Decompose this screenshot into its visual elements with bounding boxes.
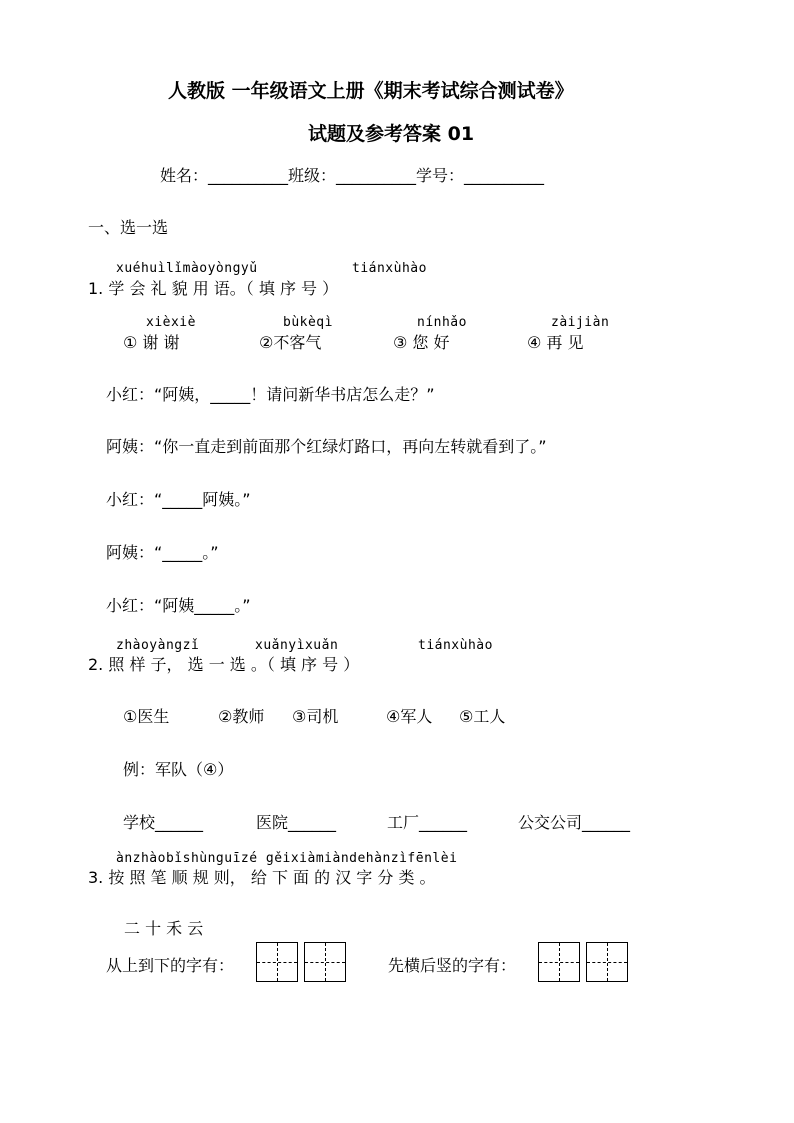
q3-label-horizontal-first: 先横后竖的字有： bbox=[388, 956, 517, 975]
q1-option-pinyin: nínhǎo bbox=[417, 315, 467, 330]
page-subtitle: 试题及参考答案 01 bbox=[308, 123, 475, 145]
q1-option: ④ 再 见 bbox=[527, 333, 584, 352]
q1-option: ②不客气 bbox=[259, 333, 322, 352]
q1-option-pinyin: zàijiàn bbox=[551, 315, 610, 330]
q2-pinyin-c: tiánxùhào bbox=[418, 638, 493, 653]
writing-grid-box[interactable] bbox=[586, 942, 628, 982]
q1-option-pinyin: bùkèqì bbox=[283, 315, 333, 330]
q3-label-top-to-bottom: 从上到下的字有： bbox=[106, 956, 235, 975]
q2-blank: 医院______ bbox=[256, 813, 337, 832]
section-heading: 一、选一选 bbox=[88, 218, 169, 237]
q2-option: ①医生 bbox=[123, 707, 170, 726]
q2-blank: 公交公司______ bbox=[518, 813, 631, 832]
dialog-line: 阿姨：“你一直走到前面那个红绿灯路口，再向左转就看到了。” bbox=[106, 437, 547, 456]
writing-grid-box[interactable] bbox=[256, 942, 298, 982]
q2-blank: 工厂______ bbox=[387, 813, 468, 832]
dialog-line: 小红：“阿姨_____。” bbox=[106, 596, 251, 615]
q2-pinyin-b: xuǎnyìxuǎn bbox=[255, 638, 339, 653]
q1-question: 1. 学 会 礼 貌 用 语。（ 填 序 号 ） bbox=[88, 279, 339, 298]
q2-question: 2. 照 样 子， 选 一 选 。（ 填 序 号 ） bbox=[88, 655, 360, 674]
page-title: 人教版 一年级语文上册《期末考试综合测试卷》 bbox=[168, 80, 574, 102]
q2-option: ⑤工人 bbox=[459, 707, 506, 726]
q2-pinyin-a: zhàoyàngzǐ bbox=[116, 638, 200, 653]
q1-option: ③ 您 好 bbox=[393, 333, 450, 352]
dialog-line: 小红：“阿姨，_____！请问新华书店怎么走？” bbox=[106, 385, 435, 404]
dialog-line: 阿姨：“_____。” bbox=[106, 543, 219, 562]
q3-question: 3. 按 照 笔 顺 规 则， 给 下 面 的 汉 字 分 类 。 bbox=[88, 868, 436, 887]
q2-option: ③司机 bbox=[292, 707, 339, 726]
q3-pinyin: ànzhàobǐshùnguīzé gěixiàmiàndehànzìfēnlèi bbox=[116, 851, 458, 866]
q1-option: ① 谢 谢 bbox=[123, 333, 180, 352]
q2-blank: 学校______ bbox=[123, 813, 204, 832]
q3-characters: 二 十 禾 云 bbox=[124, 919, 204, 938]
student-info-line: 姓名：__________班级：__________学号：__________ bbox=[160, 166, 545, 185]
dialog-line: 小红：“_____阿姨。” bbox=[106, 490, 251, 509]
writing-grid-box[interactable] bbox=[538, 942, 580, 982]
q1-pinyin-a: xuéhuìlǐmàoyòngyǔ bbox=[116, 261, 258, 276]
q2-option: ②教师 bbox=[218, 707, 265, 726]
q1-pinyin-b: tiánxùhào bbox=[352, 261, 427, 276]
writing-grid-box[interactable] bbox=[304, 942, 346, 982]
q1-option-pinyin: xièxiè bbox=[146, 315, 196, 330]
q2-option: ④军人 bbox=[386, 707, 433, 726]
q2-example: 例：军队（④） bbox=[123, 760, 234, 779]
